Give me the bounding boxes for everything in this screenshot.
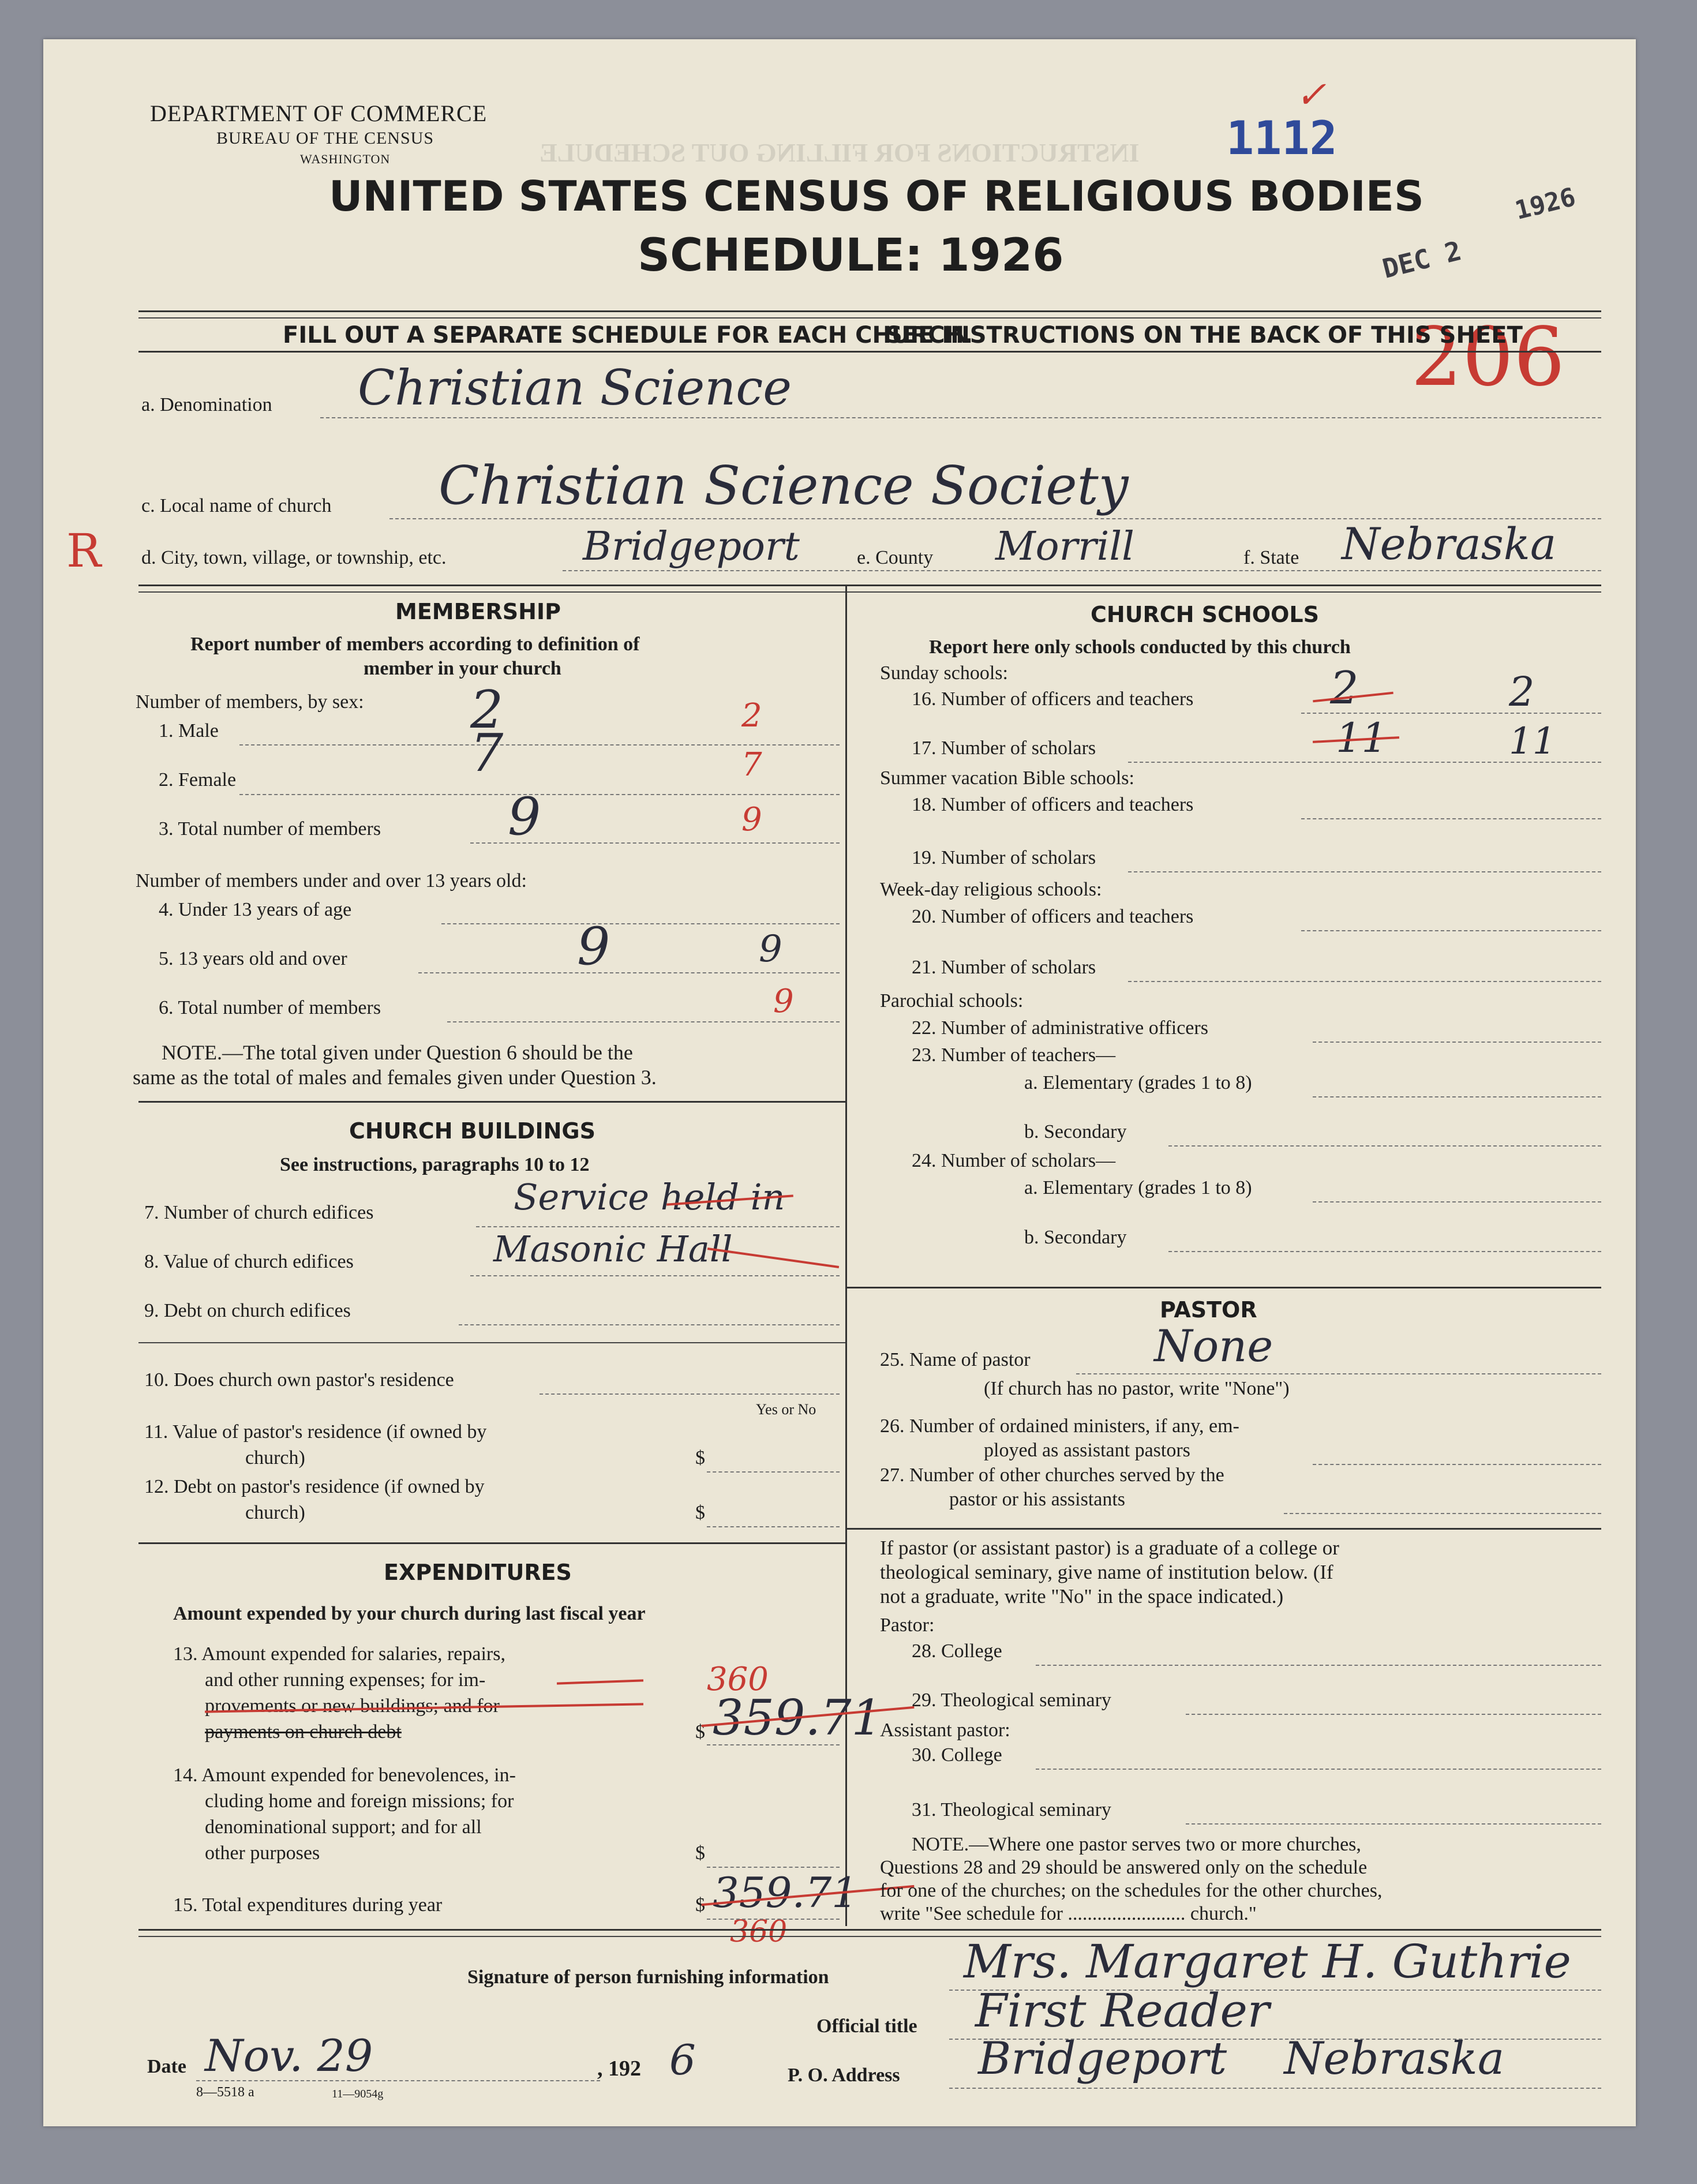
q7-line [476,1226,840,1227]
q1-line [239,744,840,746]
q26-label-2: ployed as assistant pastors [984,1440,1190,1461]
q3-total-check: 9 [741,801,762,838]
q13-value[interactable]: 359.71 [713,1689,882,1746]
q10-residence-label: 10. Does church own pastor's residence [144,1369,454,1391]
q24a-line [1313,1201,1601,1202]
address-value[interactable]: Bridgeport Nebraska [978,2033,1505,2085]
q29-line [1186,1714,1601,1715]
assistant-pastor-sublabel: Assistant pastor: [880,1720,1010,1741]
q16-line [1301,713,1601,714]
county-value[interactable]: Morrill [995,524,1134,570]
pastor-note-2: Questions 28 and 29 should be answered only on the schedule [880,1857,1368,1878]
q5-over13-check: 9 [759,928,782,971]
q15-line [707,1919,840,1920]
stamp-number: 1112 [1226,111,1338,165]
q21-label: 21. Number of scholars [912,957,1096,978]
expenditures-instruction: Amount expended by your church during last fiscal year [173,1603,646,1624]
q5-over13-value[interactable]: 9 [577,916,610,977]
pastor-heading: PASTOR [1160,1297,1257,1323]
q3-total-label: 3. Total number of members [159,818,381,840]
q17-label: 17. Number of scholars [912,737,1096,759]
q13-dollar: $ [695,1721,705,1743]
pastor-note-4: write "See schedule for ........................ church." [880,1903,1257,1924]
q23a-label: a. Elementary (grades 1 to 8) [1024,1072,1252,1093]
yes-no-hint: Yes or No [756,1401,816,1418]
date-line [196,2080,600,2081]
buildings-instruction: See instructions, paragraphs 10 to 12 [280,1154,590,1175]
buildings-mid-rule [138,1342,845,1343]
q12-dollar: $ [695,1502,705,1523]
q25-line [1076,1373,1601,1374]
q5-line [418,972,840,973]
date-value[interactable]: Nov. 29 [205,2030,373,2081]
red-r-mark: R [66,524,102,578]
q11-dollar: $ [695,1447,705,1469]
q19-label: 19. Number of scholars [912,847,1096,868]
bureau-city: WASHINGTON [300,152,391,166]
graduate-instruction-2: theological seminary, give name of institution below. (If [880,1561,1333,1583]
print-code: 11—9054g [332,2088,384,2100]
address-line [949,2088,1601,2089]
schools-instruction: Report here only schools conducted by this church [929,636,1351,658]
graduate-instruction-3: not a graduate, write "No" in the space indicated.) [880,1585,1284,1608]
buildings-bottom-rule [138,1542,845,1544]
q18-label: 18. Number of officers and teachers [912,794,1194,815]
q14-label-1: 14. Amount expended for benevolences, in- [173,1765,516,1786]
q14-label-4: other purposes [205,1842,320,1864]
q8-line [470,1275,840,1276]
q24a-label: a. Elementary (grades 1 to 8) [1024,1177,1252,1198]
local-name-value[interactable]: Christian Science Society [439,455,1129,516]
denomination-value[interactable]: Christian Science [358,359,792,416]
q28-label: 28. College [912,1640,1002,1662]
q14-label-3: denominational support; and for all [205,1816,482,1838]
q2-female-value[interactable]: 7 [470,723,504,784]
q7-edifices-value[interactable]: Service held in [514,1176,785,1218]
q11-residence-value-label-2: church) [245,1447,305,1469]
q16-value[interactable]: 2 [1330,662,1359,714]
q8-value-label: 8. Value of church edifices [144,1251,354,1272]
schools-bottom-rule [845,1287,1601,1288]
top-rule-2 [138,317,1601,319]
official-title-value[interactable]: First Reader [975,1984,1270,2037]
q28-line [1036,1665,1601,1666]
form-title: UNITED STATES CENSUS OF RELIGIOUS BODIES [329,172,1424,220]
q13-label-1: 13. Amount expended for salaries, repairs, [173,1643,505,1665]
q27-label-2: pastor or his assistants [949,1489,1126,1510]
q17-line [1128,762,1601,763]
q14-label-2: cluding home and foreign missions; for [205,1790,514,1812]
q1-male-label: 1. Male [159,720,219,741]
q12-residence-debt-label-1: 12. Debt on pastor's residence (if owned by [144,1476,485,1497]
q12-line [707,1526,840,1527]
q1-male-value[interactable]: 2 [470,680,504,740]
q14-line [707,1867,840,1868]
q24b-label: b. Secondary [1024,1227,1127,1248]
q18-line [1301,818,1601,819]
q9-debt-label: 9. Debt on church edifices [144,1300,351,1321]
q13-strike-1 [557,1679,643,1684]
q26-label-1: 26. Number of ordained ministers, if any, em- [880,1415,1239,1437]
q15-label: 15. Total expenditures during year [173,1894,443,1916]
pastor-sublabel: Pastor: [880,1614,935,1636]
q11-line [707,1471,840,1473]
q25-label: 25. Name of pastor [880,1349,1031,1370]
expenditures-heading: EXPENDITURES [384,1560,572,1585]
q24b-line [1168,1251,1601,1252]
q27-label-1: 27. Number of other churches served by the [880,1464,1224,1486]
q29-label: 29. Theological seminary [912,1689,1111,1711]
instruction-left: FILL OUT A SEPARATE SCHEDULE FOR EACH CHURCH. [283,322,973,349]
official-title-label: Official title [816,2016,917,2037]
q2-female-label: 2. Female [159,769,237,791]
q13-line [707,1744,840,1745]
q2-female-check: 7 [741,746,762,784]
q14-dollar: $ [695,1842,705,1864]
q6-total-label: 6. Total number of members [159,997,381,1018]
department-name: DEPARTMENT OF COMMERCE [150,100,488,126]
q3-line [470,842,840,844]
q7-edifices-label: 7. Number of church edifices [144,1202,374,1223]
bleed-through-title: INSTRUCTIONS FOR FILLING OUT SCHEDULE [540,138,1140,167]
year-value[interactable]: 6 [669,2036,696,2084]
q9-line [459,1324,840,1325]
q1-male-check: 2 [741,697,762,735]
q6-line [447,1021,840,1022]
check-mark: ✓ [1295,74,1327,117]
pastor-note-1: NOTE.—Where one pastor serves two or more churches, [912,1834,1361,1855]
q20-label: 20. Number of officers and teachers [912,906,1194,927]
q23a-line [1313,1096,1601,1097]
q23b-label: b. Secondary [1024,1121,1127,1142]
instruction-rule [138,351,1601,353]
q24-label: 24. Number of scholars— [912,1150,1116,1171]
q13-correction: 360 [707,1661,769,1698]
q19-line [1128,871,1601,872]
weekday-schools-label: Week-day religious schools: [880,879,1102,900]
pastor-note-3: for one of the churches; on the schedules for the other churches, [880,1880,1383,1901]
q6-total-check: 9 [773,983,794,1020]
pastor-mid-rule [845,1528,1601,1530]
membership-note-1: NOTE.—The total given under Question 6 should be the [162,1041,633,1064]
local-name-label: c. Local name of church [141,495,332,516]
signature-label: Signature of person furnishing information [467,1966,829,1988]
membership-heading: MEMBERSHIP [395,599,561,624]
census-schedule-sheet [43,39,1636,2126]
q30-line [1036,1769,1601,1770]
denomination-label: a. Denomination [141,394,272,415]
q22-line [1313,1042,1601,1043]
q15-dollar: $ [695,1894,705,1916]
membership-instruction-1: Report number of members according to definition of [190,634,640,655]
state-value[interactable]: Nebraska [1342,518,1557,570]
q27-line [1284,1513,1601,1514]
membership-instruction-2: member in your church [364,658,561,679]
membership-bottom-rule [138,1101,845,1103]
q4-under13-label: 4. Under 13 years of age [159,899,352,920]
city-label: d. City, town, village, or township, etc. [141,547,447,568]
bottom-rule-1 [138,1929,1601,1931]
q17-check: 11 [1509,720,1556,763]
graduate-instruction-1: If pastor (or assistant pastor) is a graduate of a college or [880,1537,1339,1559]
q25-note: (If church has no pastor, write "None") [984,1378,1290,1399]
members-by-sex-label: Number of members, by sex: [136,691,364,713]
q11-residence-value-label-1: 11. Value of pastor's residence (if owned by [144,1421,487,1443]
sunday-schools-label: Sunday schools: [880,662,1008,684]
signature-value[interactable]: Mrs. Margaret H. Guthrie [964,1935,1571,1988]
q31-label: 31. Theological seminary [912,1799,1111,1820]
section-rule-top-2 [138,591,1601,593]
top-rule-1 [138,310,1601,312]
buildings-heading: CHURCH BUILDINGS [349,1118,595,1144]
city-line [563,570,1601,571]
q20-line [1301,930,1601,931]
address-label: P. O. Address [788,2065,900,2086]
q13-label-2: and other running expenses; for im- [205,1669,486,1691]
red-tally-number: 206 [1411,310,1565,404]
q16-check: 2 [1509,668,1535,715]
q5-over13-label: 5. 13 years old and over [159,948,347,969]
q30-label: 30. College [912,1744,1002,1766]
parochial-schools-label: Parochial schools: [880,990,1024,1012]
q17-value[interactable]: 11 [1336,714,1388,762]
q8-value-value[interactable]: Masonic Hall [493,1228,733,1270]
q22-label: 22. Number of administrative officers [912,1017,1208,1039]
q3-total-value[interactable]: 9 [508,786,541,847]
denomination-line [320,417,1601,418]
membership-note-2: same as the total of males and females given under Question 3. [133,1066,657,1089]
q13-label-3: provements or new buildings; and for [205,1695,500,1717]
instruction-right: SEE INSTRUCTIONS ON THE BACK OF THIS SHEET [886,322,1523,349]
q15-value[interactable]: 359.71 [713,1868,858,1917]
q12-residence-debt-label-2: church) [245,1502,305,1523]
q31-line [1186,1823,1601,1825]
q25-value[interactable]: None [1154,1320,1273,1372]
q10-line [540,1393,840,1395]
schedule-year: SCHEDULE: 1926 [638,230,1064,282]
state-label: f. State [1243,547,1299,568]
q23-label: 23. Number of teachers— [912,1044,1116,1066]
received-year-stamp: 1926 [1512,182,1579,226]
q16-label: 16. Number of officers and teachers [912,688,1194,710]
form-number: 8—5518 a [196,2085,254,2100]
q4-line [441,923,840,924]
received-date-stamp: DEC 2 [1379,235,1464,284]
q23b-line [1168,1145,1601,1147]
bureau-name: BUREAU OF THE CENSUS [216,129,434,148]
schools-heading: CHURCH SCHOOLS [1091,602,1319,627]
city-value[interactable]: Bridgeport [583,524,800,570]
members-by-age-label: Number of members under and over 13 years old: [136,870,527,891]
summer-schools-label: Summer vacation Bible schools: [880,767,1134,789]
county-label: e. County [857,547,934,568]
q26-line [1313,1464,1601,1465]
q15-correction: 360 [730,1915,788,1949]
section-rule-top [138,585,1601,586]
date-label: Date [147,2056,186,2077]
year-prefix: , 192 [597,2056,641,2081]
q13-label-4: payments on church debt [205,1721,402,1743]
q21-line [1128,981,1601,982]
